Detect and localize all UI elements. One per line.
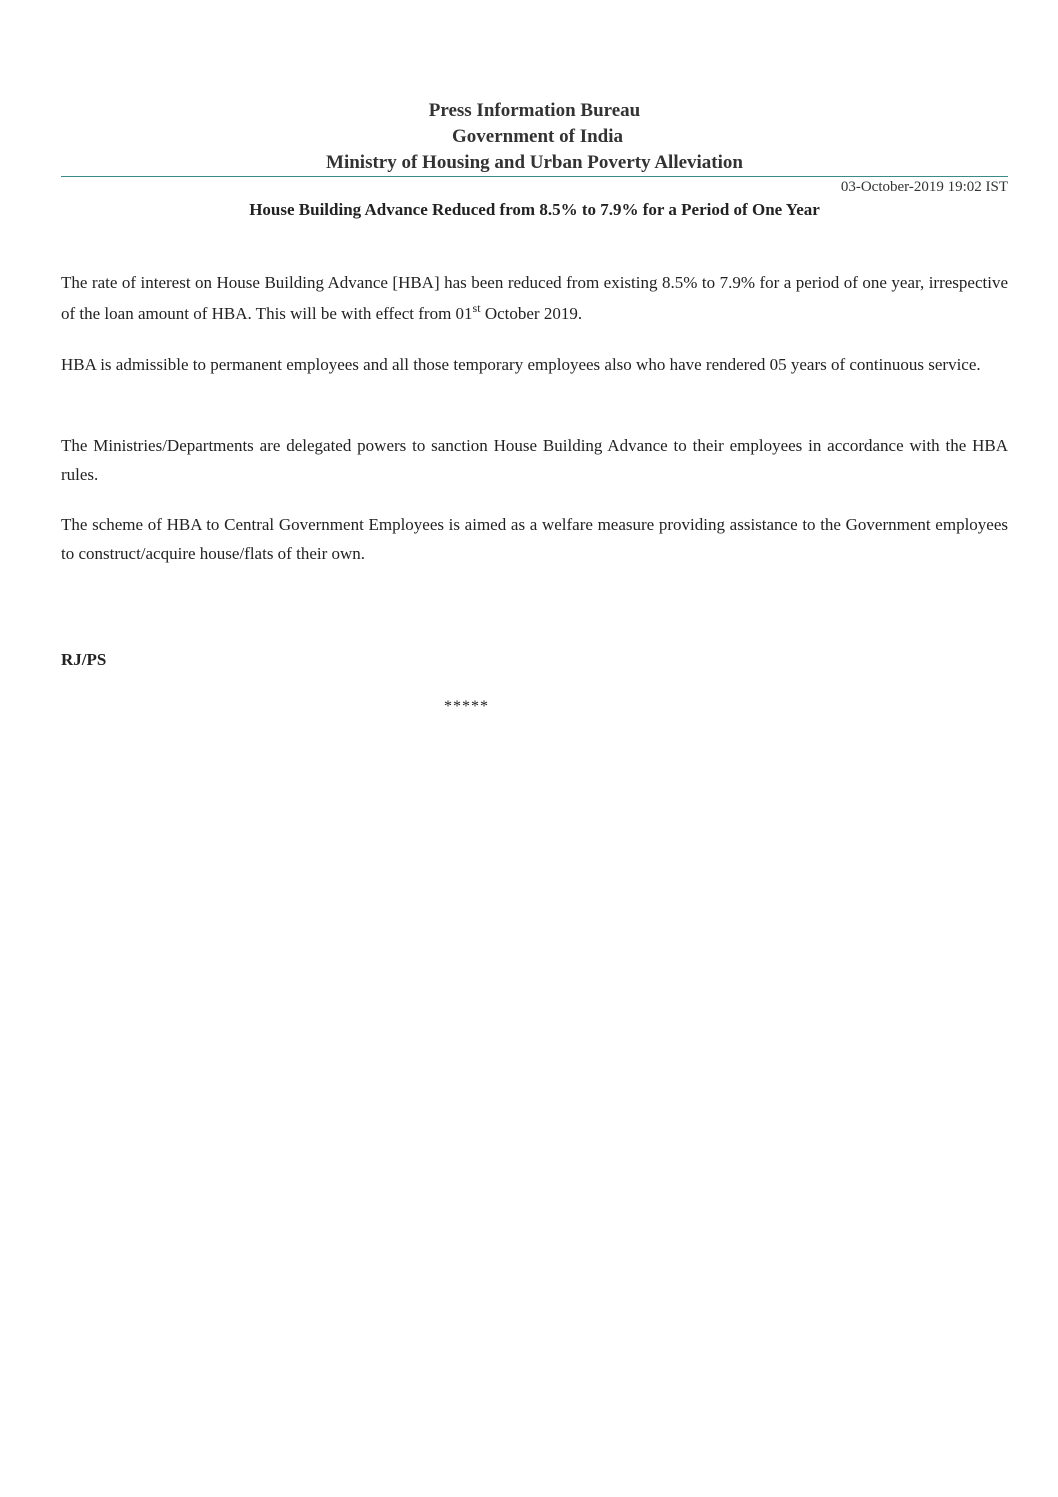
end-marker: ***** [444,698,489,715]
document-header [61,98,1008,176]
paragraph-eligibility: HBA is admissible to permanent employees and all those temporary employees also who have rendered 05 years of continuous service. [61,355,981,374]
header-ministry-name: Ministry of Housing and Urban Poverty Alleviation [326,152,743,173]
header-government-name: Government of India [452,126,623,147]
paragraph-interest-rate-text: The rate of interest on House Building Advance [HBA] has been reduced from existing 8.5% to 7.9% for a period of one year, irrespective of the loan amount of HBA. This will be with effect from 01 [61,273,1008,323]
signoff-initials: RJ/PS [61,650,107,669]
release-headline: House Building Advance Reduced from 8.5% to 7.9% for a Period of One Year [249,200,820,219]
paragraph-interest-rate-end: October 2019. [480,304,583,323]
header-divider [61,176,1008,177]
paragraph-scheme-purpose: The scheme of HBA to Central Government Employees is aimed as a welfare measure providing assistance to the Government employees to construct/acquire house/flats of their own. [61,515,1008,563]
paragraph-delegated-powers: The Ministries/Departments are delegated powers to sanction House Building Advance to their employees in accordance with the HBA rules. [61,436,1008,484]
ordinal-suffix: st [472,301,481,315]
paragraph-interest-rate [61,267,1008,329]
header-bureau-name: Press Information Bureau [428,100,641,121]
release-dateline: 03-October-2019 19:02 IST [840,179,1008,195]
